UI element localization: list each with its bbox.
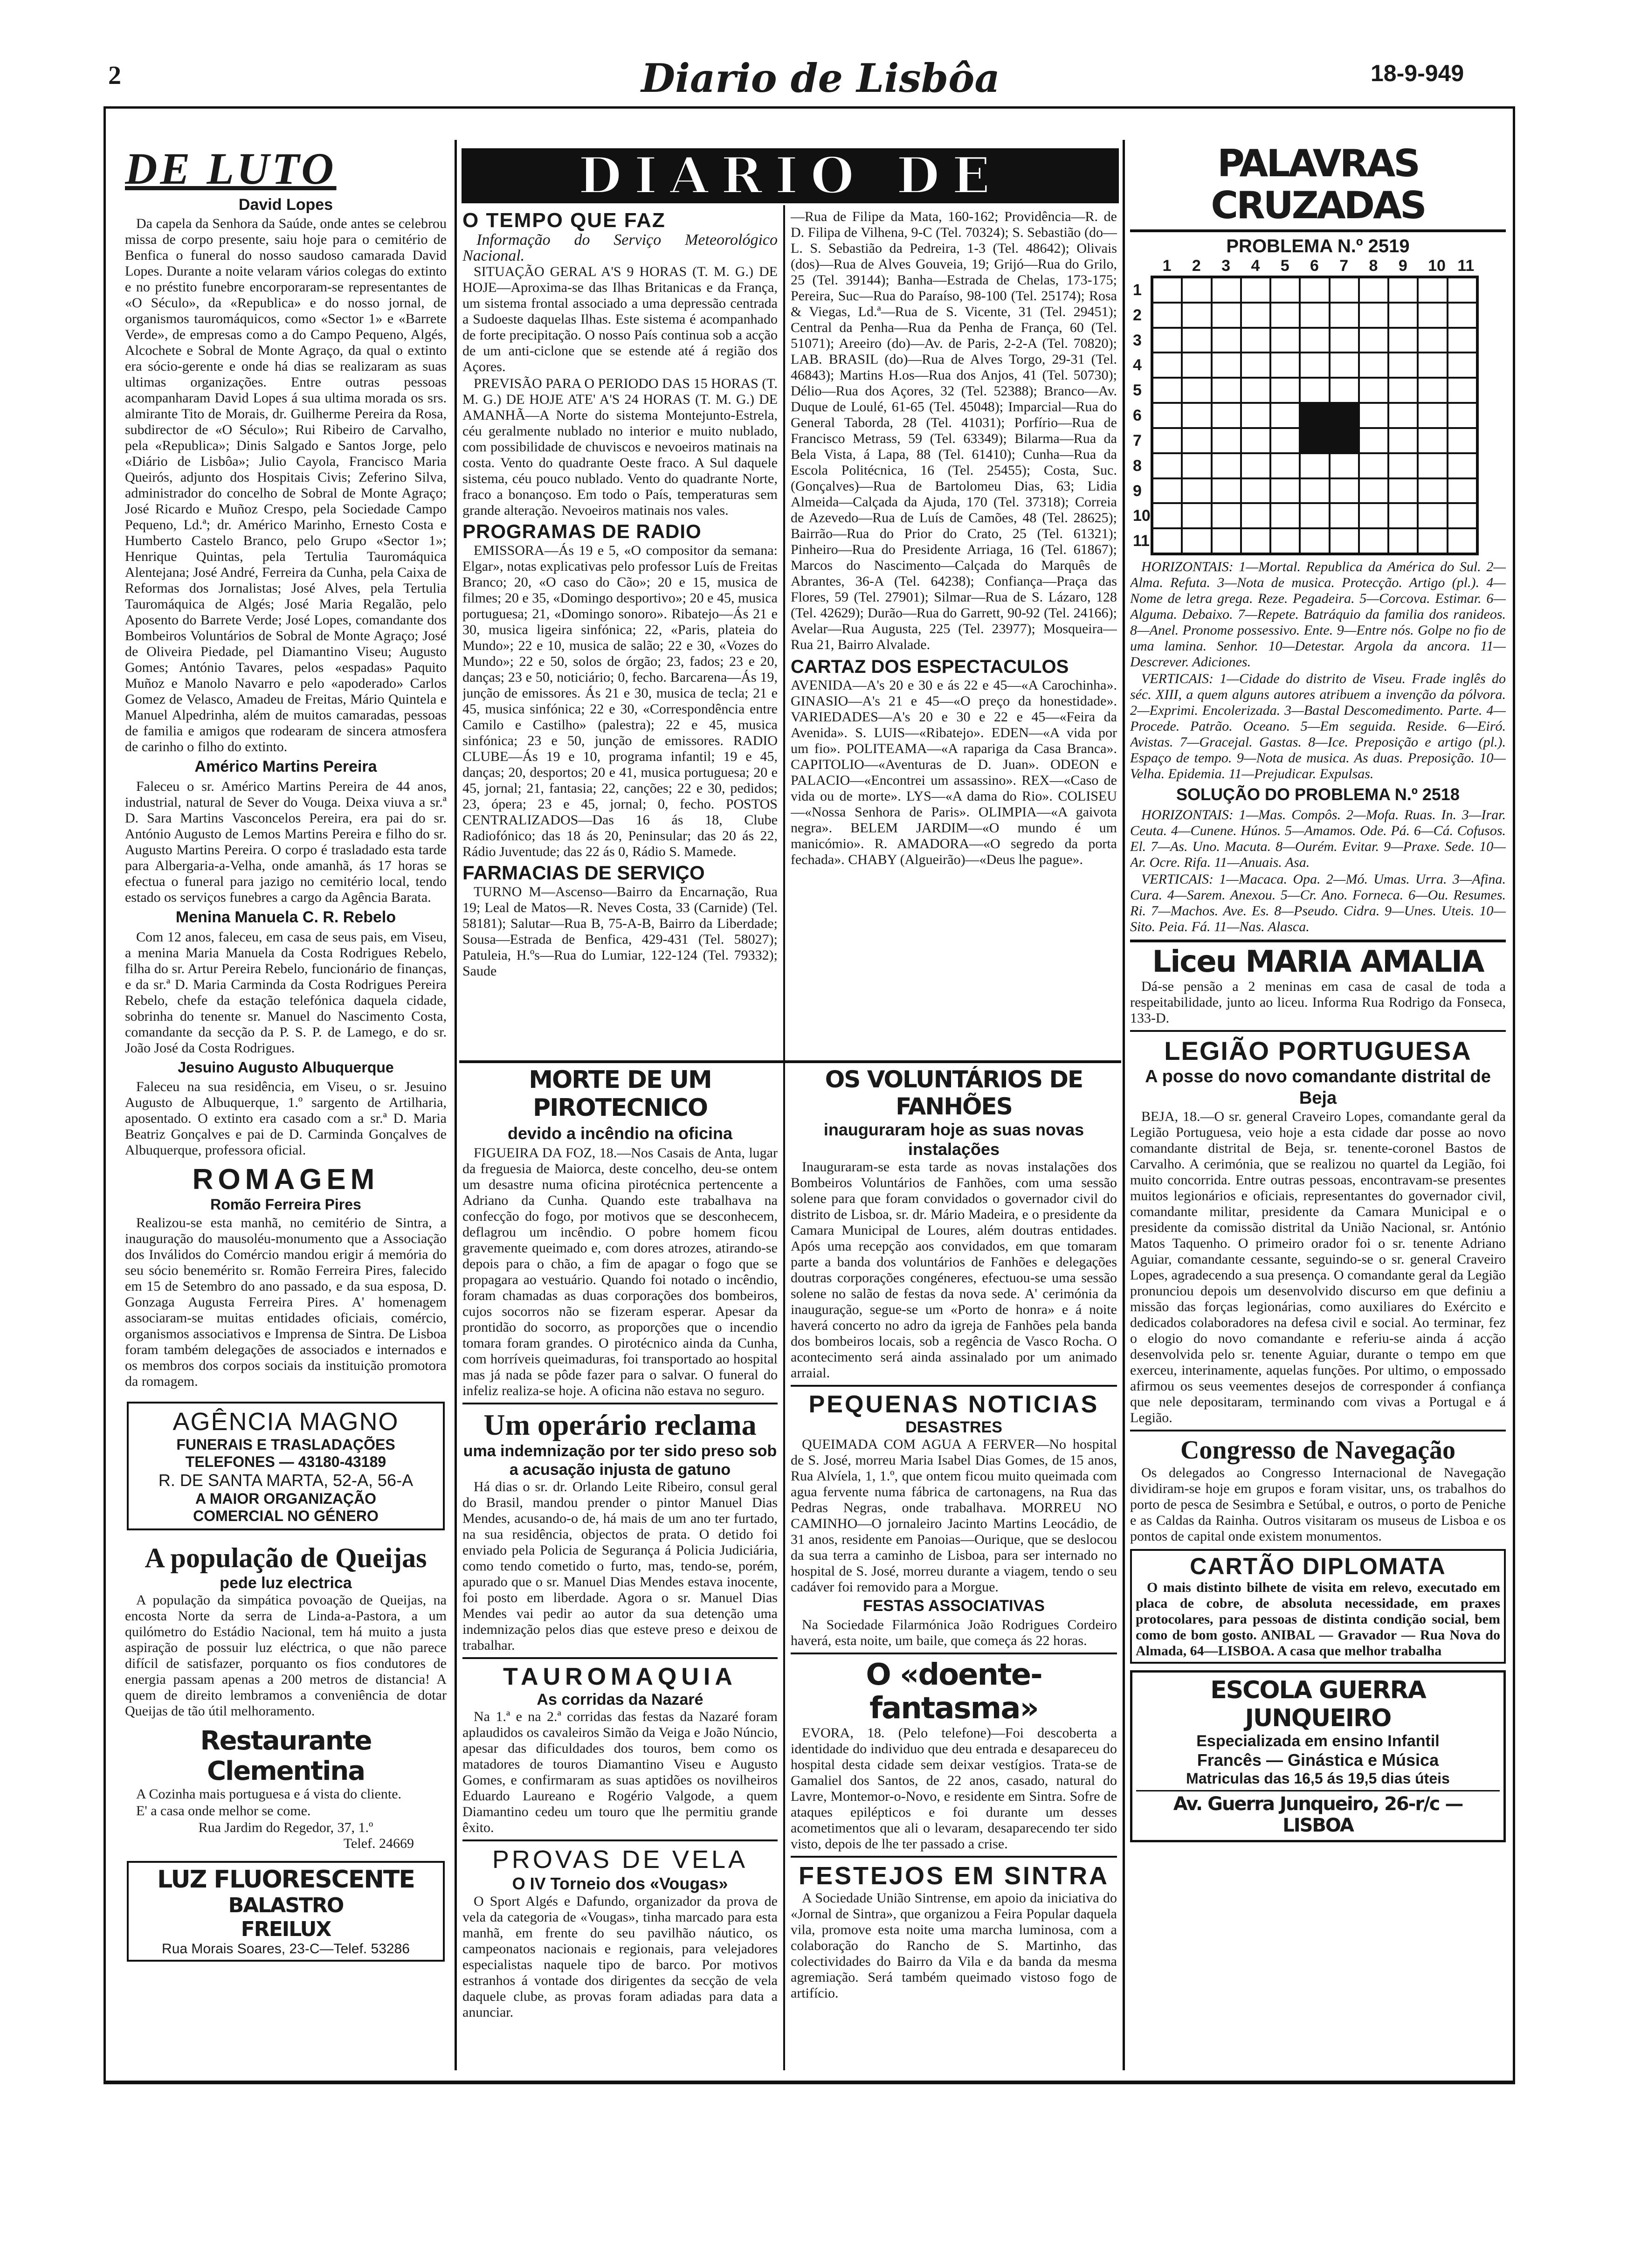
crossword-cell [1152,303,1182,328]
crossword-cell [1270,303,1300,328]
ad-agencia-title: AGÊNCIA MAGNO [172,1408,399,1436]
crossword-cell [1448,378,1477,403]
column-news-left [462,1066,778,2068]
cartao-text: O mais distinto bilhete de visita em relevo, executado em placa de cobre, de absoluta necessidade, em praxes protocolares, para pessoas de distinta condição social, bem como de bom gosto. ANIBAL — Gravador — Rua Nova do Almada, 64—LISBOA. A casa que melhor trabalha [1136,1580,1500,1659]
crossword-cell [1448,328,1477,353]
crossword-cell [1388,503,1418,528]
crossword-cell [1330,403,1359,428]
clementina-heading: Restaurante Clementina [200,1726,372,1786]
crossword-rule [1130,229,1506,232]
crossword-cell [1182,528,1211,553]
operario-text: Há dias o sr. dr. Orlando Leite Ribeiro, consul geral do Brasil, mandou prender o pintor Manuel Dias Mendes, acusando-o de, há mais de um ano ter furtado, na sua residência, objectos de prata. O detido foi enviado pela Policia de Segurança á Policia Judiciária, como tendo cometido o furto, mas, tendo-se, porém, apurado que o sr. Manuel Dias Mendes estava inocente, foi posto em liberdade. Agora o sr. Manuel Dias Mendes vai pedir ao autor da sua detenção uma indemnização pelos dias que esteve preso e deixou de trabalhar. [462,1479,778,1653]
column-number: 6 [1310,257,1319,275]
row-number: 7 [1133,431,1142,449]
crossword-cell [1270,277,1300,303]
cartao-heading: CARTÃO DIPLOMATA [1190,1553,1446,1579]
crossword-cell [1359,328,1388,353]
crossword-cell [1212,353,1241,378]
radio-heading: PROGRAMAS DE RADIO [462,520,702,542]
fanhoes-heading: OS VOLUNTÁRIOS DE FANHÕES [825,1066,1083,1120]
festas-heading: FESTAS ASSOCIATIVAS [863,1597,1045,1615]
romagem-text: Realizou-se esta manhã, no cemitério de Sintra, a inauguração do mausoléu-monumento que a Associação dos Inválidos do Comércio mandou erigir á memória do seu sócio benemérito sr. Romão Ferreira Pires, falecido em 15 de Setembro do ano passado, e da sua esposa, D. Gonzaga Augusta Ferreira Pires. A' homenagem associaram-se muitas entidades oficiais, comércio, organismos associativos e Imprensa de Sintra. De Lisboa foram também delegações de associados e internados e os membros dos corpos sociais da instituição promotora da romagem. [125,1215,447,1389]
crossword-cell [1359,403,1388,428]
crossword-cell [1212,503,1241,528]
masthead-text: DIARIO DE [578,148,1002,203]
ad-luz-address: Rua Morais Soares, 23-C—Telef. 53286 [162,1941,410,1957]
issue-date: 18-9-949 [1371,60,1464,86]
pequenas-subheading: DESASTRES [905,1418,1002,1436]
crossword-cell [1182,503,1211,528]
crossword-cell [1300,453,1329,478]
article-rule [1130,1030,1506,1032]
congresso-text: Os delegados ao Congresso Internacional de Navegação dividiram-se hoje em grupos e foram visitar, uns, os trabalhos do porto de pesca de Sesimbra e Setúbal, e outros, o porto de Peniche e as Caldas da Rainha. Outros visitaram os museus de Lisboa e os pontos de capital onde existem monumentos. [1130,1465,1506,1544]
crossword-grid [1130,257,1506,555]
escola-line: Francês — Ginástica e Música [1197,1750,1439,1770]
crossword-cell [1388,353,1418,378]
crossword-cell [1300,478,1329,504]
section-rule [459,1060,1121,1063]
crossword-cell [1182,353,1211,378]
clementina-text: A Cozinha mais portuguesa e á vista do cliente. E' a casa onde melhor se come. [136,1786,402,1819]
crossword-cell [1241,478,1270,504]
article-rule [1130,940,1506,942]
crossword-cell [1212,528,1241,553]
ad-luz-title: LUZ FLUORESCENTE [157,1866,414,1894]
crossword-cell [1270,378,1300,403]
column-number: 9 [1398,257,1407,275]
crossword-cell [1448,303,1477,328]
crossword-cell [1152,503,1182,528]
weather-subheading: Informação do Serviço Meteorológico Nacional. [462,231,778,264]
queijas-heading: A população de Queijas [145,1542,427,1573]
vela-subheading: O IV Torneio dos «Vougas» [512,1874,728,1893]
legiao-subheading: A posse do novo comandante distrital de Beja [1145,1067,1491,1108]
crossword-cell [1270,353,1300,378]
crossword-cell [1388,478,1418,504]
article-rule [791,1653,1117,1654]
crossword-cell [1330,277,1359,303]
ad-agencia-line: COMERCIAL NO GÉNERO [193,1507,379,1524]
pharmacies-continued: —Rua de Filipe da Mata, 160-162; Providência—R. de D. Filipa de Vilhena, 9-C (Tel. 70324); S. Sebastião (do—L. S. Sebastião da Pedreira, 1-3 (Tel. 48642); Olivais (dos)—Rua de Alves Gouveia, 19; Grijó—Rua do Grilo, 25 (Tel. 39144); Banha—Estrada de Chelas, 173-175; Pereira, Suc—Rua do Paraíso, 98-100 (Tel. 25174); Rosa & Viegas, Ld.ª—Rua de S. Vicente, 31 (Tel. 29451); Central da Penha—Rua da Penha de França, 60 (Tel. 51071); Areeiro (do)—Av. de Paris, 2-2-A (Tel. 70820); LAB. BRASIL (do)—Rua de Alves Torgo, 29-31 (Tel. 46843); Martins H.os—Rua dos Anjos, 41 (Tel. 50730); Délio—Rua dos Açores, 32 (Tel. 52388); Branco—Av. Duque de Loulé, 61-65 (Tel. 45048); Imparcial—Rua do General Taborda, 28 (Tel. 41031); Porfírio—Rua de Francisco Metrass, 59 (Tel. 63349); Bilarma—Rua da Bela Vista, á Lapa, 88 (Tel. 61410); Cunha—Rua da Escola Politécnica, 16 (Tel. 25455); Costa, Suc. (Gonçalves)—Rua de Bartolomeu Dias, 63; Lidia Almeida—Calçada da Ajuda, 170 (Tel. 37318); Correia de Azevedo—Rua de Luís de Camões, 48 (Tel. 28625); Bairrão—Rua do Prior do Crato, 25 (Tel. 61321); Pinheiro—Rua do Presidente Arriaga, 16 (Tel. 61867); Marcos do Nascimento—Calçada do Marquês de Abrantes, 36-A (Tel. 64238); Confiança—Praça das Flores, 59 (Tel. 27901); Silmar—Rua de S. Lázaro, 128 (Tel. 42629); Durão—Rua do Garrett, 90-92 (Tel. 24166); Avelar—Rua Augusta, 225 (Tel. 23977); Mosqueira—Rua 21, Bairro Alvalade. [791,209,1117,652]
obituary-name: Américo Martins Pereira [194,758,377,775]
crossword-cell [1418,453,1447,478]
congresso-heading: Congresso de Navegação [1180,1436,1456,1465]
crossword-cell [1152,277,1182,303]
crossword-cell [1359,453,1388,478]
crossword-cell [1388,528,1418,553]
clementina-address: Rua Jardim do Regedor, 37, 1.º [198,1820,373,1835]
crossword-cell [1270,403,1300,428]
crossword-cell [1448,428,1477,453]
article-rule [791,1385,1117,1387]
pharmacies-text: TURNO M—Ascenso—Bairro da Encarnação, Rua 19; Leal de Matos—R. Neves Costa, 33 (Carnide) (Tel. 58181); Salutar—Rua B, 75-A-B, Bairro da Liberdade; Sousa—Estrada de Benfica, 429-431 (Tel. 58027); Patuleia, H.ºs—Rua do Lumiar, 122-124 (Tel. 79332); Saude [462,884,778,979]
crossword-cell [1418,403,1447,428]
crossword-cell [1182,303,1211,328]
crossword-cell [1300,378,1329,403]
column-number: 8 [1369,257,1378,275]
obituary-text: Faleceu na sua residência, em Viseu, o sr. Jesuino Augusto de Albuquerque, 1.º sargento de Artilharia, aposentado. O extinto era casado com a sr.ª D. Maria Beatriz Gonçalves e pai de D. Carminda Gonçalves de Albuquerque, professora oficial. [125,1079,447,1158]
crossword-cell [1152,478,1182,504]
column-number: 3 [1221,257,1231,275]
page-number: 2 [108,61,121,90]
pharmacies-heading: FARMACIAS DE SERVIÇO [462,862,705,884]
crossword-cell [1300,428,1329,453]
crossword-cell [1359,277,1388,303]
crossword-cell [1152,428,1182,453]
operario-heading: Um operário reclama [483,1408,757,1441]
crossword-cell [1448,478,1477,504]
crossword-cell [1418,528,1447,553]
column-crossword [1130,143,1506,2070]
escola-title: ESCOLA GUERRA JUNQUEIRO [1210,1676,1426,1732]
crossword-cell [1300,277,1329,303]
romagem-heading: ROMAGEM [192,1163,379,1196]
row-number: 8 [1133,456,1142,475]
crossword-cell [1270,528,1300,553]
article-rule [791,1856,1117,1858]
tauromaquia-heading: TAUROMAQUIA [503,1663,737,1690]
column-number: 2 [1192,257,1201,275]
crossword-cell [1270,503,1300,528]
crossword-cell [1300,403,1329,428]
crossword-cell [1359,528,1388,553]
fanhoes-subheading: inauguraram hoje as suas novas instalações [823,1120,1084,1159]
crossword-cell [1241,378,1270,403]
crossword-cell [1330,528,1359,553]
crossword-cell [1152,353,1182,378]
crossword-cell [1388,328,1418,353]
crossword-cell [1212,403,1241,428]
crossword-cell [1241,428,1270,453]
column-rule [783,205,785,2070]
crossword-cell [1152,328,1182,353]
column-number: 4 [1251,257,1260,275]
crossword-cell [1330,503,1359,528]
crossword-cell [1241,328,1270,353]
row-number: 9 [1133,482,1142,500]
crossword-cell [1182,403,1211,428]
row-number: 4 [1133,356,1142,374]
escola-line: Matriculas das 16,5 ás 19,5 dias úteis [1186,1770,1450,1787]
article-rule [462,1403,778,1404]
weather-text: SITUAÇÃO GERAL A'S 9 HORAS (T. M. G.) DE HOJE—Aproxima-se das Ilhas Britanicas e da França, um sistema frontal associado a uma depressão centrada a Sudoeste daquelas Ilhas. Este sistema é acompanhado de forte precipitação. O nosso País continua sob a acção de um anti-ciclone que se estende até á região dos Açores. PREVISÃO PARA O PERIODO DAS 15 HORAS (T. M. G.) DE HOJE ATE' A'S 24 HORAS (T. M. G.) DE AMANHÃ—A Norte do sistema Montejunto-Estrela, céu geralmente nublado no interior e muito nublado, com possibilidade de chuviscos e nevoeiros matinais na costa. Vento do quadrante Oeste fraco. A Sul daquele sistema, céu pouco nublado. Vento do quadrante Norte, fraco a bonançoso. Em todo o País, temperaturas sem grande alteração. Nevoeiros matinais nos vales. [462,264,778,518]
crossword-cell [1418,353,1447,378]
column-obituaries [125,145,447,2070]
ad-agencia-magno [127,1402,445,1530]
crossword-cell [1300,303,1329,328]
crossword-cell [1182,378,1211,403]
ad-agencia-line: R. DE SANTA MARTA, 52-A, 56-A [158,1471,414,1490]
crossword-cell [1212,428,1241,453]
vela-text: O Sport Algés e Dafundo, organizador da prova de vela da categoria de «Vougas», tinha marcado para esta manhã, em frente do seu pavilhão náutico, os campeonatos nacionais e regionais, para velejadores especialistas naquele tipo de barco. Por motivos estranhos á vontade dos dirigentes da secção de vela daquele clube, as provas foram adiadas para data a anunciar. [462,1894,778,2020]
vela-heading: PROVAS DE VELA [492,1846,748,1874]
pequenas-text: QUEIMADA COM AGUA A FERVER—No hospital de S. José, morreu Maria Isabel Dias Gomes, de 15 anos, Rua Alvíela, 1, 1.º, que ontem ficou muito queimada com agua fervente numa fábrica de cartonagens, na Rua das Pedras Negras, onde trabalhava. MORREU NO CAMINHO—O jornaleiro Jacinto Martins Leocádio, de 31 anos, residente em Panoias—Ourique, que se deslocou da sua terra a caminho de Lisboa, para ser internado no hospital de S. José, morreu durante a viagem, tendo o seu cadáver foi removido para a Morgue. [791,1437,1117,1595]
clementina-phone: Telef. 24669 [343,1836,414,1851]
crossword-cell [1448,403,1477,428]
ad-luz-line: FREILUX [241,1917,331,1941]
crossword-cell [1152,453,1182,478]
crossword-cell [1418,503,1447,528]
crossword-cell [1418,378,1447,403]
crossword-cell [1270,328,1300,353]
crossword-cell [1300,353,1329,378]
crossword-cells [1151,276,1479,555]
crossword-cell [1152,378,1182,403]
crossword-cell [1359,303,1388,328]
crossword-cell [1241,528,1270,553]
row-number: 5 [1133,381,1142,400]
tauromaquia-text: Na 1.ª e na 2.ª corridas das festas da Nazaré foram aplaudidos os cavaleiros Simão da Veiga e João Núncio, apesar das dificuldades dos touros, bem como os matadores de touros Diamantino Viseu e Augusto Gomes, e confirmaram as suas aptidões os novilheiros Eduardo Laureano e Rogério Valgode, a quem Diamantino cedeu um touro que lhe permitiu grande êxito. [462,1709,778,1835]
crossword-heading: PALAVRAS CRUZADAS [1211,143,1425,227]
crossword-cell [1241,303,1270,328]
crossword-cell [1388,428,1418,453]
crossword-cell [1182,478,1211,504]
operario-subheading: uma indemnização por ter sido preso sob a acusação injusta de gatuno [463,1442,777,1479]
crossword-cell [1182,277,1211,303]
crossword-cell [1152,528,1182,553]
crossword-verticais: VERTICAIS: 1—Cidade do distrito de Viseu. Frade inglês do séc. XIII, a quem alguns autores atribuem a invenção da pólvora. 2—Exprimi. Encolerizada. 3—Bastal Descomedimento. Parte. 4—Procede. Patrão. Oceano. 5—Em seguida. Reside. 6—Eiró. Avistas. 7—Gracejal. Gastas. 8—Ice. Preposição e artigo (pl.). Espaço de tempo. 9—Nota de musica. As duas. Preposição. 10—Velha. Epidemia. 11—Prejudicar. Expulsas. [1130,671,1506,781]
queijas-text: A população da simpática povoação de Queijas, na encosta Norte da serra de Linda-a-Pastora, a um quilómetro do Estádio Nacional, tem há muito a justa aspiração de possuir luz eléctrica, o que não parece difícil de satisfazer, porquanto os fios condutores de energia passam apenas a 200 metros de distancia! A quem de direito lembramos a conveniência de dotar Queijas de tão útil melhoramento. [125,1592,447,1719]
fanhoes-text: Inauguraram-se esta tarde as novas instalações dos Bombeiros Voluntários de Fanhões, com uma sessão solene para que foram convidados o governador civil do distrito de Lisboa, sr. dr. Mário Madeira, e o presidente da Camara Municipal de Loures, além doutras entidades. Após uma recepção aos convidados, em que tomaram parte a banda dos voluntários de Fanhões e delegações doutras corporações congéneres, efectuou-se uma sessão solene no salão de festas da nova sede. A' cerimónia da inauguração, segue-se um «Porto de honra» e á noite haverá concerto no adro da igreja de Fanhões pela banda dos bombeiros locais, sob a regência de Vasco Rocha. O acontecimento será ainda assinalado por um animado arraial. [791,1159,1117,1381]
tauromaquia-subheading: As corridas da Nazaré [537,1691,703,1708]
legiao-text: BEJA, 18.—O sr. general Craveiro Lopes, comandante geral da Legião Portuguesa, veio hoje a esta cidade dar posse ao novo comandante distrital de Beja, sr. tenente-coronel Bastos de Carvalho. A cerimónia, que se realizou no quartel da Legião, foi muito concorrida. Entre outras pessoas, encontravam-se presentes muitos legionários e oficiais, representantes do governador civil, comandante militar, presidente da Camara Municipal e o presidente da comissão distrital da União Nacional, sr. António Matos Taquenho. O primeiro orador foi o sr. tenente Adriano Aguiar, comandante cessante, seguindo-se o sr. general Craveiro Lopes, agradecendo a sua presença. O comandante geral da Legião pronunciou depois um desenvolvido discurso em que definiu a missão das forças legionárias, como auxiliares do Exército e dedicados colaboradores na defesa civil e social. Ao terminar, fez o elogio do novo comandante e referiu-se ainda á acção desenvolvida pelo sr. tenente Aguiar, durante o tempo em que exerceu, interinamente, aquelas funções. Por ultimo, o empossado afirmou os seus veementes desejos de corresponder á confiança que nele depositaram, terminando com vivas a Portugal e á Legião. [1130,1109,1506,1425]
crossword-cell [1300,328,1329,353]
column-number: 5 [1280,257,1289,275]
crossword-cell [1418,428,1447,453]
row-number: 10 [1133,507,1151,525]
crossword-cell [1241,503,1270,528]
liceu-text: Dá-se pensão a 2 meninas em casa de casal de toda a respeitabilidade, junto ao liceu. Informa Rua Rodrigo da Fonseca, 133-D. [1130,979,1506,1026]
article-rule [1130,1430,1506,1431]
crossword-cell [1270,478,1300,504]
masthead-banner [462,148,1119,203]
crossword-cell [1359,503,1388,528]
problem-label: PROBLEMA N.º 2519 [1226,236,1410,256]
cartaz-heading: CARTAZ DOS ESPECTACULOS [791,657,1069,677]
pirotecnico-heading: MORTE DE UM PIROTECNICO [529,1066,711,1122]
ad-luz-line: BALASTRO [228,1894,344,1917]
obituary-name: Menina Manuela C. R. Rebelo [175,908,396,926]
crossword-horizontais: HORIZONTAIS: 1—Mortal. Republica da América do Sul. 2—Alma. Refuta. 3—Nota de musica. Protecção. Artigo (pl.). 4—Nome de letra grega. Reze. Pegadeira. 5—Corcova. Estimar. 6—Alguma. Debaixo. 7—Repete. Batráquio da familia dos ranideos. 8—Anel. Pronome possessivo. Ente. 9—Entre nós. Golpe no fio de uma lamina. Senhor. 10—Detestar. Argola da ancora. 11—Descrever. Adiciones. [1130,559,1506,670]
crossword-cell [1388,277,1418,303]
row-number: 2 [1133,306,1142,324]
pequenas-heading: PEQUENAS NOTICIAS [808,1391,1099,1418]
newspaper-title: Diario de Lisbôa [641,55,1000,101]
column-news-right [791,1066,1117,2068]
fantasma-heading: O «doente-fantasma» [866,1658,1042,1726]
bottom-rule [103,2081,1515,2084]
crossword-cell [1418,478,1447,504]
crossword-cell [1241,277,1270,303]
crossword-cell [1330,478,1359,504]
ad-agencia-line: TELEFONES — 43180-43189 [185,1453,386,1470]
column-number: 1 [1162,257,1172,275]
crossword-cell [1241,453,1270,478]
crossword-cell [1212,303,1241,328]
de-luto-heading: DE LUTO [125,145,337,194]
crossword-cell [1212,277,1241,303]
weather-heading: O TEMPO QUE FAZ [462,209,666,232]
fantasma-text: EVORA, 18. (Pelo telefone)—Foi descoberta a identidade do individuo que deu entrada e desapareceu do hospital desta cidade sem deixar vestígios. Trata-se de Gamaliel dos Santos, de 22 anos, casado, natural do Lavre, Montemor-o-Novo, e residente em Sintra. Sofre de ataques epilépticos e foi durante um desses acometimentos que ali o levaram, desaparecendo ter sido visto, depois de lhe ter passado a crise. [791,1725,1117,1852]
legiao-heading: LEGIÃO PORTUGUESA [1164,1036,1472,1065]
crossword-cell [1152,403,1182,428]
crossword-cell [1388,303,1418,328]
obituary-text: Com 12 anos, faleceu, em casa de seus pais, em Viseu, a menina Maria Manuela da Costa Rodrigues Rebelo, filha do sr. Artur Pereira Rebelo, funcionário de finanças, e da sr.ª D. Maria Carminda da Costa Rodrigues Pereira Rebelo, chefe da estação telefónica daquela cidade, sobrinha do tenente sr. Manuel do Nascimento Costa, comandante da secção da P. S. P. de Lamego, e do sr. João José da Costa Rodrigues. [125,929,447,1056]
crossword-cell [1448,353,1477,378]
crossword-cell [1212,378,1241,403]
escola-line: Especializada em ensino Infantil [1196,1732,1440,1750]
romagem-subheading: Romão Ferreira Pires [210,1196,361,1213]
crossword-cell [1418,328,1447,353]
crossword-cell [1448,528,1477,553]
crossword-cell [1241,353,1270,378]
queijas-subheading: pede luz electrica [220,1574,352,1592]
crossword-cell [1359,478,1388,504]
article-rule [462,1839,778,1841]
crossword-cell [1212,328,1241,353]
crossword-cell [1359,378,1388,403]
crossword-cell [1330,378,1359,403]
column-pharmacies-shows [791,209,1117,1058]
crossword-cell [1388,453,1418,478]
pirotecnico-text: FIGUEIRA DA FOZ, 18.—Nos Casais de Anta, lugar da freguesia de Maiorca, deste concelho, deu-se ontem um desastre numa oficina pirotécnica pertencente a Adriano da Cunha. Quando este trabalhava na confecção do fogo, por motivos que se desconhecem, deflagrou um incêndio. O pobre homem ficou gravemente queimado e, com dores atrozes, atirando-se depois para o chão, a fim de apagar o fogo que se propagara ao vestuário. Quando foi notado o incêndio, foram chamadas as duas corporações dos bombeiros, cujos socorros não se fizeram esperar. Apesar da prontidão do socorro, as proporções que o incendio tomara foram grandes. O pirotécnico ainda da Cunha, com horríveis queimaduras, foi transportado ao hospital mas já nada se pôde fazer para o salvar. O funeral do infeliz realiza-se hoje. A oficina não estava no seguro. [462,1145,778,1398]
cartaz-text: AVENIDA—A's 20 e 30 e ás 22 e 45—«A Carochinha». GINASIO—A's 21 e 45—«O preço da honestidade». VARIEDADES—A's 20 e 30 e 22 e 45—«Feira da Avenida». S. LUIS—«Ribatejo». EDEN—«A vida por um fio». POLITEAMA—«A rapariga da Casa Branca». CAPITOLIO—«Aventuras de D. Juan». ODEON e PALACIO—«Encontrei um assassino». REX—«Caso de vida ou de morte». LYS—«A dama do Rio». COLISEU—«Nossa Senhora de Paris». OLIMPIA—«A gaivota negra». BELEM JARDIM—«O mundo é um manicómio». R. AMADORA—«O segredo da porta fechada». CHABY (Algueirão)—«Deus lhe pague». [791,678,1117,867]
row-number: 6 [1133,407,1142,425]
crossword-cell [1359,353,1388,378]
crossword-cell [1418,277,1447,303]
row-number: 1 [1133,281,1142,299]
crossword-cell [1388,403,1418,428]
column-rule [1123,140,1125,2070]
row-number: 11 [1133,532,1150,550]
crossword-cell [1270,453,1300,478]
ad-luz-fluorescente [127,1861,445,1962]
crossword-cell [1330,303,1359,328]
crossword-cell [1388,378,1418,403]
crossword-cell [1330,453,1359,478]
solution-heading: SOLUÇÃO DO PROBLEMA N.º 2518 [1176,785,1460,804]
obituary-name: Jesuino Augusto Albuquerque [178,1059,394,1076]
liceu-heading: Liceu MARIA AMALIA [1152,945,1484,979]
obituary-text: Da capela da Senhora da Saúde, onde antes se celebrou missa de corpo presente, saiu hoje para o cemitério de Benfica o funeral do nosso saudoso camarada David Lopes. Durante a noite velaram vários colegas do extinto e no préstito funebre encorporaram-se representantes de «O Século», da «Republica» e do nosso jornal, de organismos tauromáquicos, como «Sector 1» e «Barrete Verde», de empresas como a do Campo Pequeno, Algés, Alcochete e Sobral de Monte Agraço, da qual o extinto era sócio-gerente e onde há dias se realizaram as suas ultimas organizações. Entre outras pessoas acompanharam David Lopes á sua ultima morada os srs. almirante Tito de Morais, dr. Guilherme Pereira da Rosa, subdirector de «O Século»; Rui Ribeiro de Carvalho, pela «Republica»; Dinis Salgado e Santos Jorge, pelo «Diário de Lisbôa»; Julio Cayola, Francisco Maria Queirós, adjunto dos Hospitais Civis; Zeferino Silva, administrador do concelho de Sobral de Monte Agraço; José Ricardo e Muñoz Crespo, pela Sociedade Campo Pequeno, Ld.ª; dr. Américo Marinho, Ernesto Costa e Humberto Castelo Branco, pelo Grupo «Sector 1»; Henrique Quintas, pela Tertulia Tauromáquica Alentejana; José André, Ferreira da Cunha, pela Caixa de Reformas dos Jornalistas; José Alves, pela Tertulia Tauromáquica de Algés; José Maria Regalão, pelo Aposento do Barrete Verde; José Lopes, comandante dos Bombeiros Voluntários de Sobral de Monte Agraço; José de Oliveira Piedade, pel Diamantino Viseu; Augusto Gomes; António Tavares, pelos «espadas» Paquito Muñoz e Manolo Navarro e pelo «apoderado» Carlos Gomez de Velasco, Amadeu de Freitas, Mário Quintela e Manuel Alpedrinha, além de muitos camaradas, pessoas de familia e amigos que rodearam de sincera atmosfera de carinho o filho do extinto. [125,216,447,754]
crossword-cell [1330,353,1359,378]
crossword-cell [1182,428,1211,453]
column-number: 7 [1339,257,1349,275]
escola-address: Av. Guerra Junqueiro, 26-r/c — LISBOA [1136,1790,1500,1836]
obituary-text: Faleceu o sr. Américo Martins Pereira de 44 anos, industrial, natural de Sever do Vouga. Deixa viuva a sr.ª D. Sara Martins Vasconcelos Pereira, era pai do sr. António Augusto de Lemos Martins Pereira e filho do sr. Augusto Martins Pereira. O corpo é trasladado esta tarde para Albergaria-a-Velha, onde amanhã, ás 17 horas se efectua o funeral para jazigo no cemitério local, tendo estado os serviços funebres a cargo da Agência Barata. [125,779,447,905]
ad-agencia-line: A MAIOR ORGANIZAÇÃO [195,1490,377,1507]
crossword-cell [1359,428,1388,453]
solution-verticais: VERTICAIS: 1—Macaca. Opa. 2—Mó. Umas. Urra. 3—Afina. Cura. 4—Sarem. Anexou. 5—Cr. Ano. Forneca. 6—Ou. Resumes. Ri. 7—Machos. Ave. Es. 8—Pseudo. Cidra. 9—Unes. Uteis. 10—Sito. Peia. Fá. 11—Nas. Alasca. [1130,871,1506,934]
sintra-text: A Sociedade União Sintrense, em apoio da iniciativa do «Jornal de Sintra», que organizou a Feira Popular daquela vila, promove esta noite uma marcha luminosa, com a colaboração do Rancho de S. Martinho, das colectividades do Bairro da Vila e da banda da mesma agremiação. Será também queimado vistoso fogo de artifício. [791,1890,1117,2001]
sintra-heading: FESTEJOS EM SINTRA [798,1862,1110,1890]
pirotecnico-subheading: devido a incêndio na oficina [507,1124,733,1143]
crossword-cell [1212,478,1241,504]
crossword-cell [1300,503,1329,528]
ad-escola-guerra-junqueiro [1130,1670,1506,1842]
crossword-cell [1448,503,1477,528]
festas-text: Na Sociedade Filarmónica João Rodrigues Cordeiro haverá, esta noite, um baile, que começa ás 22 horas. [791,1617,1117,1648]
crossword-cell [1182,328,1211,353]
solution-horizontais: HORIZONTAIS: 1—Mas. Compôs. 2—Mofa. Ruas. In. 3—Irar. Ceuta. 4—Cunene. Húnos. 5—Amamos. Ode. Pá. 6—Cá. Cofusos. El. 7—As. Uno. Macuta. 8—Ourém. Evitar. 9—Praxe. Sede. 10—Ar. Ocre. Rifa. 11—Anuais. Asa. [1130,807,1506,870]
ad-cartao-diplomata [1130,1549,1506,1664]
crossword-cell [1448,277,1477,303]
obituary-name: David Lopes [238,196,333,214]
crossword-cell [1182,453,1211,478]
ad-agencia-line: FUNERAIS E TRASLADAÇÕES [176,1436,395,1453]
column-number: 11 [1457,257,1475,275]
column-number: 10 [1428,257,1446,275]
column-rule [455,140,457,2070]
article-rule [462,1657,778,1659]
crossword-cell [1241,403,1270,428]
crossword-cell [1300,528,1329,553]
crossword-cell [1212,453,1241,478]
crossword-cell [1418,303,1447,328]
crossword-cell [1330,428,1359,453]
radio-text: EMISSORA—Ás 19 e 5, «O compositor da semana: Elgar», notas explicativas pelo professor Luís de Freitas Branco; 20, «O caso do Cão»; 20 e 15, musica de filmes; 20 e 35, «Domingo desportivo»; 20 e 45, musica portuguesa; 21, «Domingo sonoro». Ribatejo—Ás 21 e 30, musica ligeira sinfónica; 22, «Paris, plateia do Mundo»; 22 e 10, musica de salão; 22 e 30, «Vozes do Mundo»; 22 e 50, solos de órgão; 23, fados; 23 e 20, danças; 23 e 50, noticiário; 0, fecho. Barcarena—Ás 19, junção de emissores. Ás 21 e 30, musica de tecla; 21 e 45, musica sinfónica; 22 e 30, «Correspondência entre Camilo e Castilho» (palestra); 22 e 45, musica sinfónica; 23 e 50, junção de emissores. RADIO CLUBE—Ás 19 e 10, programa infantil; 19 e 45, danças; 20, desportos; 20 e 41, musica portuguesa; 20 e 45, jornal; 21, fantasia; 22, canções; 22 e 30, pedidos; 23, ópera; 23 e 45, jornal; 0, fecho. POSTOS CENTRALIZADOS—Das 16 ás 18, Clube Radiofónico; das 18 ás 20, Peninsular; das 20 ás 22, Rádio Juventude; das 22 ás 0, Rádio S. Mamede. [462,543,778,859]
crossword-cell [1270,428,1300,453]
crossword-cell [1448,453,1477,478]
row-number: 3 [1133,331,1142,349]
crossword-cell [1330,328,1359,353]
